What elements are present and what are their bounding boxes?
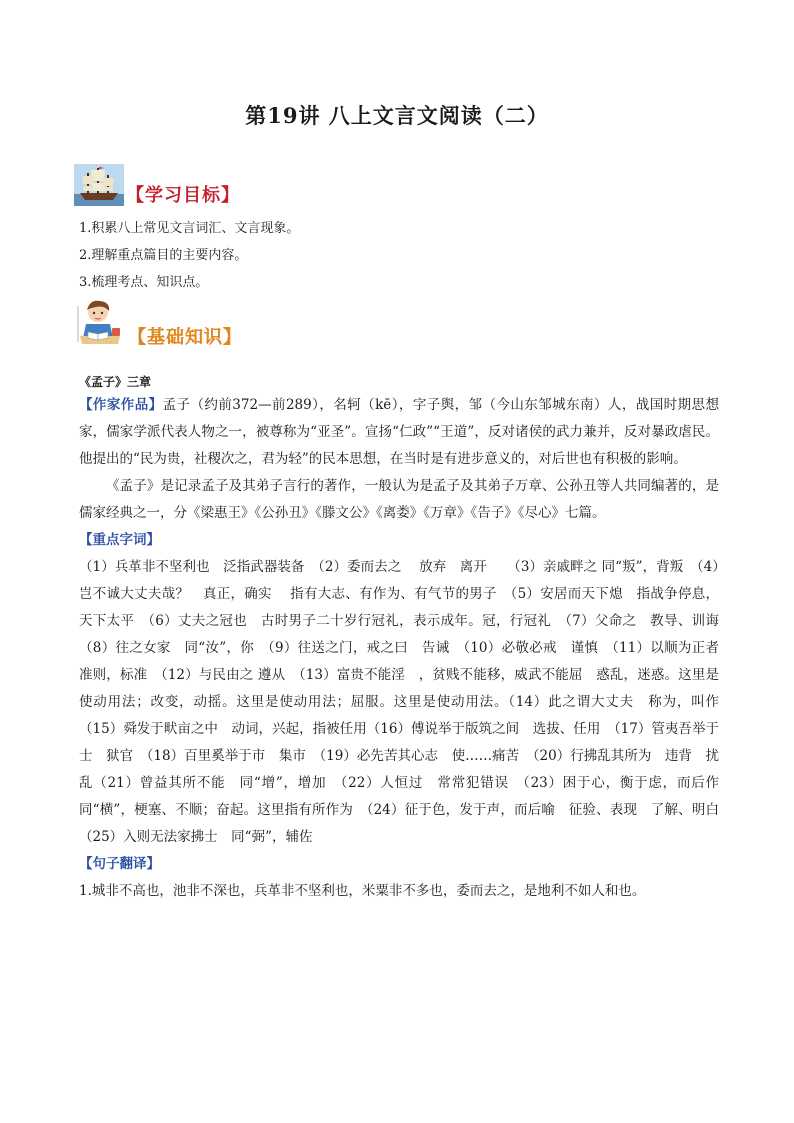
vocab-heading: 【重点字词】 [79,532,160,548]
learning-goals-heading [74,164,240,210]
article-body [79,372,733,905]
student-reading-icon [76,298,124,354]
sailing-ship-icon [74,164,124,210]
learning-goals-list [79,215,299,296]
author-tag: 【作家作品】 [79,397,163,413]
book-paragraph: 《孟子》是记录孟子及其弟子言行的著作，一般认为是孟子及其弟子万章、公孙丑等人共同编著的，是儒家经典之一，分《梁惠王》《公孙丑》《滕文公》《离娄》《万章》《告子》《尽心》七篇。 [79,478,719,521]
article-subtitle: 《孟子》三章 [79,375,152,389]
translate-heading: 【句子翻译】 [79,856,160,872]
learning-goals-label: 【学习目标】 [126,185,240,206]
basic-knowledge-heading [76,298,242,354]
author-paragraph [79,392,719,473]
page-title: 第19讲 八上文言文阅读（二） [245,103,549,128]
goal-item: 1.积累八上常见文言词汇、文言现象。 [79,221,300,236]
basic-knowledge-label: 【基础知识】 [128,327,242,348]
goal-item: 3.梳理考点、知识点。 [79,275,209,290]
translate-sentence: 1.城非不高也，池非不深也，兵革非不坚利也，米粟非不多也，委而去之，是地利不如人和也。 [79,883,646,899]
goal-item: 2.理解重点篇目的主要内容。 [79,248,248,263]
author-text: 孟子（约前372—前289），名轲（kē），字子舆，邹（今山东邹城东南）人，战国时期思想家，儒家学派代表人物之一，被尊称为“亚圣”。宣扬“仁政”“王道”，反对诸侯的武力兼并，反对暴政虐民。他提出的“民为贵，社稷次之，君为轻”的民本思想，在当时是有进步意义的，对后世也有积极的影响。 [79,397,719,467]
vocab-paragraph: （1）兵革非不坚利也 泛指武器装备 （2）委而去之 放弃 离开 （3）亲戚畔之 同“叛”，背叛 （4）岂不诚大丈夫哉？ 真正，确实 指有大志、有作为、有气节的男子 （5）安居而天下熄 指战争停息，天下太平 （6）丈夫之冠也 古时男子二十岁行冠礼，表示成年。冠，行冠礼 （7）父命之 教导、训诲 （8）往之女家 同“汝”，你 （9）往送之门，戒之曰 告诫 （10）必敬必戒 谨慎 （11）以顺为正者 准则，标准 （12）与民由之 遵从 （13）富贵不能淫 ，贫贱不能移，威武不能屈 惑乱，迷惑。这里是使动用法；改变，动摇。这里是使动用法；屈服。这里是使动用法。（14）此之谓大丈夫 称为，叫作 （15）舜发于畎亩之中 动词，兴起，指被任用（16）傅说举于版筑之间 选拔、任用 （17）管夷吾举于士 狱官 （18）百里奚举于市 集市 （19）必先苦其心志 使……痛苦 （20）行拂乱其所为 违背 扰乱（21）曾益其所不能 同“增”，增加 （22）人恒过 常常犯错误 （23）困于心，衡于虑，而后作 同“横”，梗塞、不顺；奋起。这里指有所作为 （24）征于色，发于声，而后喻 征验、表现 了解、明白 （25）入则无法家拂士 同“弼”，辅佐 [79,559,733,845]
